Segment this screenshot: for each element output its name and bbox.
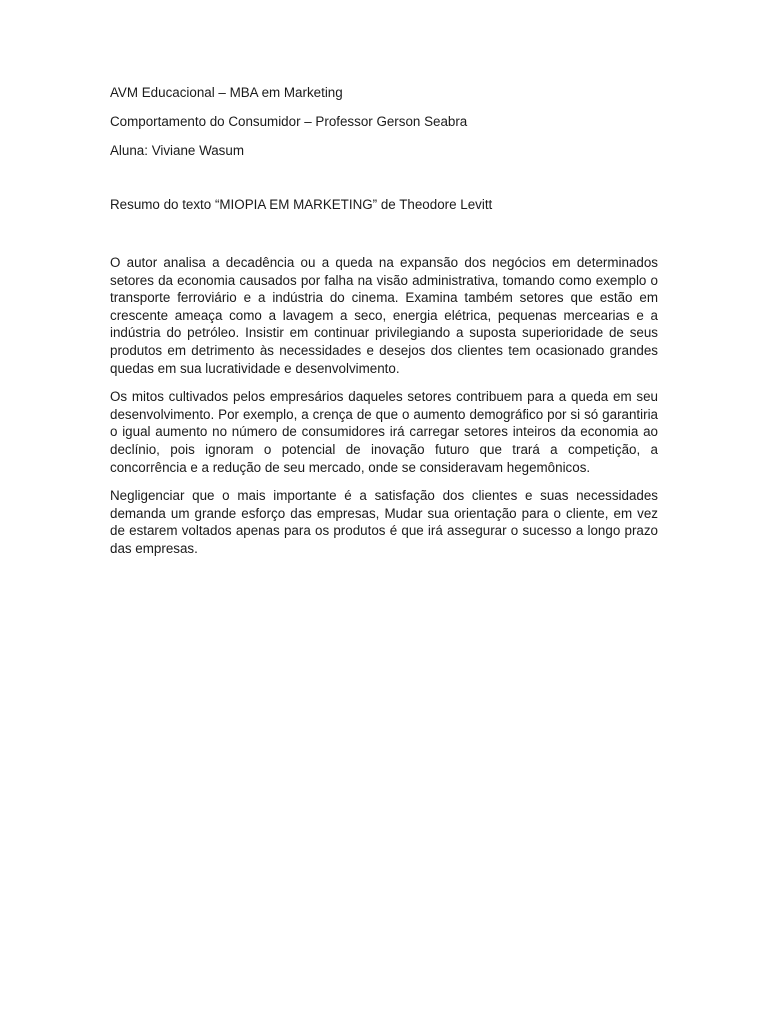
document-page	[110, 84, 658, 569]
course-line: Comportamento do Consumidor – Professor Gerson Seabra	[110, 114, 468, 129]
document-body	[110, 254, 658, 558]
student-line: Aluna: Viviane Wasum	[110, 143, 244, 158]
paragraph-1: O autor analisa a decadência ou a queda na expansão dos negócios em determinados setores da economia causados por falha na visão administrativa, tomando como exemplo o transporte ferroviário e a indústria do cinema. Examina também setores que estão em crescente ameaça como a lavagem a seco, energia elétrica, pequenas mercearias e a indústria do petróleo. Insistir em continuar privilegiando a suposta superioridade de seus produtos em detrimento às necessidades e desejos dos clientes tem ocasionado grandes quedas em sua lucratividade e desenvolvimento.	[110, 255, 658, 376]
summary-title: Resumo do texto “MIOPIA EM MARKETING” de Theodore Levitt	[110, 197, 493, 212]
institution-line: AVM Educacional – MBA em Marketing	[110, 85, 343, 100]
paragraph-2: Os mitos cultivados pelos empresários daqueles setores contribuem para a queda em seu desenvolvimento. Por exemplo, a crença de que o aumento demográfico por si só garantiria o igual aumento no número de consumidores irá carregar setores inteiros da economia ao declínio, pois ignoram o potencial de inovação futuro que trará a competição, a concorrência e a redução de seu mercado, onde se consideravam hegemônicos.	[110, 389, 658, 475]
paragraph-3: Negligenciar que o mais importante é a satisfação dos clientes e suas necessidades demanda um grande esforço das empresas, Mudar sua orientação para o cliente, em vez de estarem voltados apenas para os produtos é que irá assegurar o sucesso a longo prazo das empresas.	[110, 488, 658, 556]
